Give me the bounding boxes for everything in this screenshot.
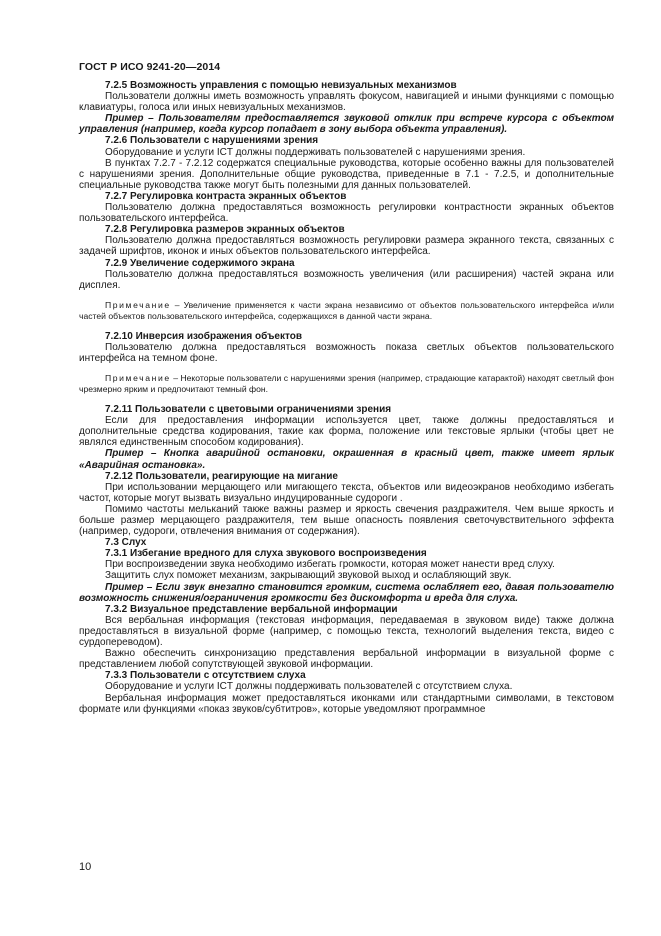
section-heading: 7.2.10 Инверсия изображения объектов <box>105 330 302 342</box>
note-paragraph <box>79 373 614 395</box>
section-heading: 7.3 Слух <box>105 537 147 549</box>
body-paragraph: Если для предоставления информации используется цвет, также должны предоставляться и дополнительные средства кодирования, такие как форма, положение или текстовые ярлыки (чтобы цвет не являлся единственным способом кодирования). <box>79 415 614 449</box>
note-label: Примечание <box>105 373 171 384</box>
body-paragraph: Важно обеспечить синхронизацию представления вербальной информации в визуальной форме с представлением любой сопутствующей звуковой информации. <box>79 648 614 671</box>
body-paragraph: Пользователю должна предоставляться возможность показа светлых объектов пользовательского интерфейса на темном фоне. <box>79 341 614 364</box>
section-heading: 7.2.7 Регулировка контраста экранных объектов <box>105 190 347 202</box>
body-paragraph: Пользователю должна предоставляться возможность увеличения (или расширения) частей экрана или дисплея. <box>79 268 614 291</box>
body-paragraph: Вся вербальная информация (текстовая информация, передаваемая в звуковом виде) также должна предоставляться в визуальной форме (например, с помощью текста, технологий выделения текста, видео с сурдопереводом). <box>79 614 614 649</box>
body-paragraph: Оборудование и услуги ICT должны поддерживать пользователей с нарушениями зрения. <box>105 146 526 158</box>
body-paragraph: Защитить слух поможет механизм, закрывающий звуковой выход и ослабляющий звук. <box>105 570 512 582</box>
body-paragraph: Пользователю должна предоставляться возможность регулировки размера экранного текста, связанных с задачей шрифтов, иконок и иных объектов пользовательского интерфейса. <box>79 235 614 258</box>
document-body <box>79 80 614 715</box>
note-text: – Увеличение применяется к части экрана независимо от объектов пользовательского интерфейса и/или частей объектов пользовательского интерфейса, содержащихся в данной части экрана. <box>79 299 614 321</box>
example-paragraph: Пример – Кнопка аварийной остановки, окрашенная в красный цвет, также имеет ярлык «Аварийная остановка». <box>79 448 614 471</box>
section-heading: 7.2.9 Увеличение содержимого экрана <box>105 257 295 269</box>
body-paragraph: В пунктах 7.2.7 - 7.2.12 содержатся специальные руководства, которые особенно важны для пользователей с нарушениями зрения. Дополнительные общие руководства, приведенные в 7.1 - 7.2.5, и дополнительные специальные руководства также могут быть полезными для данных пользователей. <box>79 157 614 191</box>
section-heading: 7.2.8 Регулировка размеров экранных объектов <box>105 224 345 236</box>
body-paragraph: Пользователи должны иметь возможность управлять фокусом, навигацией и иными функциями с помощью клавиатуры, голоса или иных невизуальных механизмов. <box>79 91 614 114</box>
section-heading: 7.2.11 Пользователи с цветовыми ограничениями зрения <box>105 404 392 416</box>
example-paragraph: Пример – Если звук внезапно становится громким, система ослабляет его, давая пользователю возможность снижения/ограничения громкости без дискомфорта и вреда для слуха. <box>79 581 614 604</box>
document-header: ГОСТ Р ИСО 9241-20—2014 <box>79 61 221 73</box>
section-heading: 7.3.2 Визуальное представление вербальной информации <box>105 603 398 615</box>
body-paragraph: Вербальная информация может предоставляться иконками или стандартными символами, в текстовом формате или функциями «показ звуков/субтитров», которые уведомляют программное <box>79 692 614 715</box>
section-heading: 7.2.12 Пользователи, реагирующие на мигание <box>105 470 338 482</box>
body-paragraph: Оборудование и услуги ICT должны поддерживать пользователей с отсутствием слуха. <box>105 681 513 693</box>
section-heading: 7.3.1 Избегание вредного для слуха звукового воспроизведения <box>105 548 427 560</box>
body-paragraph: Пользователю должна предоставляться возможность регулировки контрастности экранных объектов пользовательского интерфейса. <box>79 202 614 225</box>
page-number: 10 <box>79 861 92 873</box>
example-paragraph: Пример – Пользователям предоставляется звуковой отклик при встрече курсора с объектом управления (например, когда курсор попадает в зону выбора объекта управления). <box>79 113 614 136</box>
body-paragraph: При воспроизведении звука необходимо избегать громкости, которая может нанести вред слуху. <box>105 559 555 571</box>
note-label: Примечание <box>105 299 171 310</box>
section-heading: 7.2.6 Пользователи с нарушениями зрения <box>105 135 319 147</box>
section-heading: 7.2.5 Возможность управления с помощью невизуальных механизмов <box>105 80 457 91</box>
body-paragraph: Помимо частоты мельканий также важны размер и яркость свечения раздражителя. Чем выше яркость и больше размер мерцающего раздражителя, тем выше опасность появления светочувствительного эффекта (например, судороги, отвлечения внимания от содержания). <box>79 503 614 538</box>
note-text: – Некоторые пользователи с нарушениями зрения (например, страдающие катарактой) находят светлый фон чрезмерно ярким и предпочитают темный фон. <box>79 373 614 395</box>
note-paragraph <box>79 300 614 322</box>
section-heading: 7.3.3 Пользователи с отсутствием слуха <box>105 670 306 682</box>
body-paragraph: При использовании мерцающего или мигающего текста, объектов или видеоэкранов необходимо избегать частот, которые могут вызвать визуально индуцированные судороги . <box>79 481 614 504</box>
